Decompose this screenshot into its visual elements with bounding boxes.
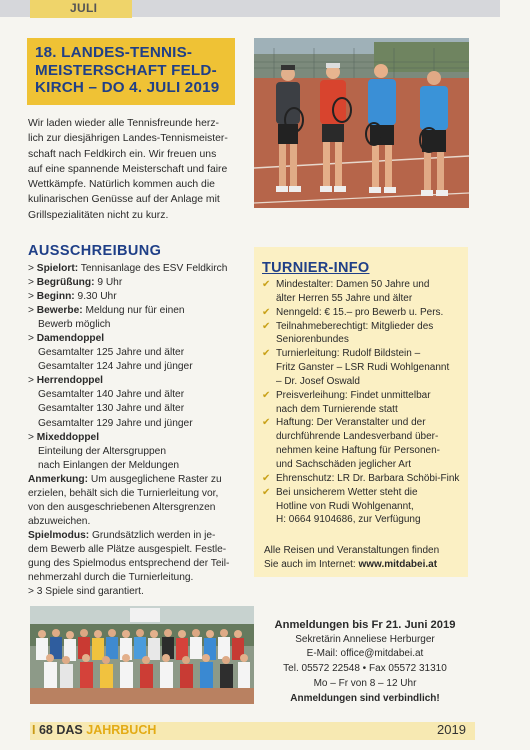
spielmodus-line xyxy=(28,529,240,543)
event-title-line: KIRCH – DO 4. JULI 2019 xyxy=(35,79,220,96)
group-photo xyxy=(30,606,254,704)
info-line: nehmen keine Haftung für Personen- xyxy=(276,445,440,457)
arrow: > xyxy=(28,375,37,387)
checkmark-icon: ✔ xyxy=(262,320,271,332)
checkmark-icon: ✔ xyxy=(262,486,271,498)
footer-line-prefix: Sie auch im Internet: xyxy=(264,559,359,570)
info-line: Haftung: Der Veranstalter und der xyxy=(276,417,426,429)
damendoppel-line xyxy=(28,332,240,346)
turnier-info-heading: TURNIER-INFO xyxy=(262,260,370,276)
mixeddoppel-detail: Einteilung der Altersgruppen xyxy=(38,445,166,457)
intro-line: Grillspezialitäten nicht zu kurz. xyxy=(28,209,169,221)
info-item-ehrenschutz xyxy=(262,472,464,486)
arrow: > xyxy=(28,277,37,289)
spielmodus-label: Spielmodus: xyxy=(28,529,90,541)
anmerkung-label: Anmerkung: xyxy=(28,473,88,485)
checkmark-icon: ✔ xyxy=(262,417,271,429)
info-line: Ehrenschutz: LR Dr. Barbara Schöbi-Fink xyxy=(276,472,460,484)
info-item-turnierleitung xyxy=(262,347,464,389)
info-line: H: 0664 9104686, zur Verfügung xyxy=(276,514,421,526)
event-title-line: MEISTERSCHAFT FELD- xyxy=(35,61,217,79)
herrendoppel-age: Gesamtalter 129 Jahre und jünger xyxy=(38,417,193,429)
herrendoppel-line xyxy=(28,374,240,388)
bewerbe-line xyxy=(28,304,240,318)
beginn-value: 9.30 Uhr xyxy=(74,291,117,303)
begruessung-value: 9 Uhr xyxy=(94,277,123,289)
anmerkung-text: erzielen, behält sich die Turnierleitung vor, xyxy=(28,487,219,499)
footer-year: 2019 xyxy=(437,722,466,737)
damendoppel-age: Gesamtalter 124 Jahre und jünger xyxy=(38,361,193,373)
spielmodus-text: gung des Spielmodus entsprechend der Teil- xyxy=(28,557,230,569)
intro-paragraph xyxy=(28,116,236,223)
checkmark-icon: ✔ xyxy=(262,472,271,484)
info-line: nach dem Turnierende statt xyxy=(276,403,398,415)
footer-jahrbuch: JAHRBUCH xyxy=(86,723,157,737)
spielort-value: Tennisanlage des ESV Feldkirch xyxy=(78,263,228,274)
tennis-players-photo xyxy=(254,38,469,208)
spiele-garantiert: > 3 Spiele sind garantiert. xyxy=(28,586,144,598)
begruessung-label: Begrüßung: xyxy=(36,277,95,289)
info-line: Nenngeld: € 15.– pro Bewerb u. Pers. xyxy=(276,306,444,318)
info-line: Seniorenbundes xyxy=(276,334,349,346)
spielmodus-text: nehmerzahl durch die Turnierleitung. xyxy=(28,572,194,584)
bewerbe-label: Bewerbe: xyxy=(36,305,83,317)
arrow: > xyxy=(28,263,37,274)
info-line: – Dr. Josef Oswald xyxy=(276,375,360,387)
ausschreibung-heading: AUSSCHREIBUNG xyxy=(28,243,162,259)
bewerbe-line-2: Bewerb möglich xyxy=(38,319,111,331)
spielmodus-text: Grundsätzlich werden in je- xyxy=(89,529,216,541)
intro-line: auf eine spannende Meisterschaft und faire xyxy=(28,163,228,175)
anmerkung-line xyxy=(28,473,240,487)
mixeddoppel-detail: nach Einlangen der Meldungen xyxy=(38,459,180,471)
intro-line: kulinarischen Genüsse auf der Anlage mit xyxy=(28,194,220,206)
event-title-box xyxy=(27,38,235,105)
checkmark-icon: ✔ xyxy=(262,389,271,401)
checkmark-icon: ✔ xyxy=(262,279,271,290)
arrow: > xyxy=(28,333,37,345)
office-hours: Mo – Fr von 8 – 12 Uhr xyxy=(313,677,417,689)
info-line: durchführende Landesverband über- xyxy=(276,431,439,443)
event-title-line: 18. LANDES-TENNIS- xyxy=(35,44,193,61)
checkmark-icon: ✔ xyxy=(262,306,271,318)
damendoppel-age: Gesamtalter 125 Jahre und älter xyxy=(38,347,185,359)
info-line: Bei unsicherem Wetter steht die xyxy=(276,486,418,498)
binding-notice: Anmeldungen sind verbindlich! xyxy=(290,692,440,704)
spielort-line xyxy=(28,262,240,276)
herrendoppel-age: Gesamtalter 130 Jahre und älter xyxy=(38,403,185,415)
arrow: > xyxy=(28,291,37,303)
turnier-info-list xyxy=(262,278,464,527)
footer-separator: I xyxy=(32,723,36,737)
footer-line: Alle Reisen und Veranstaltungen finden xyxy=(264,545,440,556)
anmerkung-text: abzuweichen. xyxy=(28,515,91,527)
damendoppel-label: Damendoppel xyxy=(36,333,105,345)
contact-email[interactable]: E-Mail: office@mitdabei.at xyxy=(306,648,424,660)
checkmark-icon: ✔ xyxy=(262,348,271,360)
footer-das: DAS xyxy=(56,723,83,737)
anmerkung-text: von den ausgeschriebenen Altersgrenzen xyxy=(28,501,216,513)
info-item-mindestalter xyxy=(262,278,464,306)
turnier-info-footer xyxy=(264,544,466,572)
ausschreibung-section xyxy=(28,262,240,599)
intro-line: schaft nach Feldkirch ein. Wir freuen uns xyxy=(28,148,217,160)
registration-deadline: Anmeldungen bis Fr 21. Juni 2019 xyxy=(274,619,456,631)
registration-block xyxy=(262,618,468,706)
page-number: 68 xyxy=(38,723,53,737)
arrow: > xyxy=(28,431,37,443)
event-title xyxy=(35,44,227,97)
herrendoppel-age: Gesamtalter 140 Jahre und älter xyxy=(38,389,185,401)
intro-line: Wettkämpfe. Natürlich kommen auch die xyxy=(28,179,215,191)
info-item-wetter xyxy=(262,486,464,528)
intro-line: Wir laden wieder alle Tennisfreunde herz- xyxy=(28,118,219,129)
secretary-name: Sekretärin Anneliese Herburger xyxy=(295,633,435,645)
info-line: älter Herren 55 Jahre und älter xyxy=(276,292,413,304)
info-line: Mindestalter: Damen 50 Jahre und xyxy=(276,279,430,290)
spielort-label: Spielort: xyxy=(36,263,79,274)
info-line: Preisverleihung: Findet unmittelbar xyxy=(276,389,431,401)
herrendoppel-label: Herrendoppel xyxy=(36,375,104,387)
footer-line-2 xyxy=(264,558,466,572)
spielmodus-text: dem Bewerb alle Plätze ausgespielt. Festle- xyxy=(28,543,227,555)
arrow: > xyxy=(28,305,37,317)
info-line: Fritz Ganster – LSR Rudi Wohlgenannt xyxy=(276,362,450,374)
info-item-haftung xyxy=(262,416,464,471)
info-line: Teilnahmeberechtigt: Mitglieder des xyxy=(276,320,434,332)
begruessung-line xyxy=(28,276,240,290)
mixeddoppel-line xyxy=(28,431,240,445)
footer-publication xyxy=(32,723,156,737)
website-link[interactable]: www.mitdabei.at xyxy=(358,559,438,570)
info-line: Turnierleitung: Rudolf Bildstein – xyxy=(276,348,421,360)
bewerbe-value: Meldung nur für einen xyxy=(82,305,185,317)
info-line: und Sachschäden jeglicher Art xyxy=(276,458,412,470)
info-line: Hotline von Rudi Wohlgenannt, xyxy=(276,500,414,512)
beginn-label: Beginn: xyxy=(36,291,75,303)
info-item-preisverleihung xyxy=(262,389,464,417)
contact-phone: Tel. 05572 22548 • Fax 05572 31310 xyxy=(283,663,447,675)
month-label: JULI xyxy=(70,1,98,15)
info-item-nenngeld xyxy=(262,306,464,320)
anmerkung-text: Um ausgeglichene Raster zu xyxy=(88,473,222,485)
intro-line: lich zur diesjährigen Landes-Tennismeister- xyxy=(28,133,228,145)
mixeddoppel-label: Mixeddoppel xyxy=(36,431,100,443)
info-item-teilnahme xyxy=(262,320,464,348)
beginn-line xyxy=(28,290,240,304)
